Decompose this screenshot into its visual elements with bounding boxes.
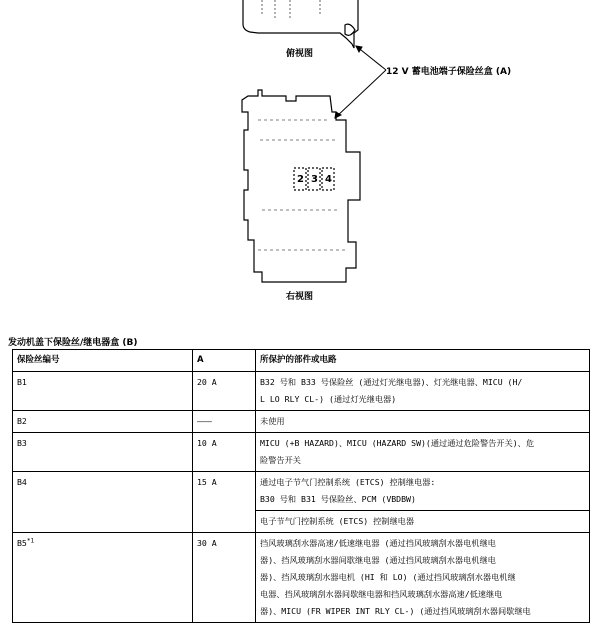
terminal-number-3: 3 xyxy=(311,174,318,185)
fuse-number: B1 xyxy=(13,372,193,411)
amperage: ——— xyxy=(193,411,256,433)
line: B32 号和 B33 号保险丝 (通过灯光继电器)、灯光继电器、MICU (H/ xyxy=(260,377,523,387)
line: 器)、挡风玻璃刮水器间歇继电器 (通过挡风玻璃刮水器电机继电 xyxy=(260,555,496,565)
table-row xyxy=(13,533,590,623)
fuse-number-text: B5 xyxy=(17,538,27,548)
section-title: 发动机盖下保险丝/继电器盒 (B) xyxy=(8,338,138,348)
protected-components xyxy=(256,411,590,433)
line: B30 号和 B31 号保险丝、PCM (VBDBW) xyxy=(260,494,416,504)
protected-components xyxy=(256,372,590,411)
amperage: 20 A xyxy=(193,372,256,411)
protected-components xyxy=(256,533,590,623)
footnote-mark: *1 xyxy=(26,537,35,545)
line: MICU (+B HAZARD)、MICU (HAZARD SW)(通过通过危险警告开关)、危 xyxy=(260,438,535,448)
line: 电子节气门控制系统 (ETCS) 控制继电器 xyxy=(260,516,415,526)
fuse-number: B3 xyxy=(13,433,193,472)
fuse-table xyxy=(12,349,590,623)
line: 通过电子节气门控制系统 (ETCS) 控制继电器: xyxy=(260,477,436,487)
terminal-number-2: 2 xyxy=(297,174,304,185)
amperage: 15 A xyxy=(193,472,256,533)
callout-lines xyxy=(335,46,386,118)
protected-components xyxy=(256,472,590,511)
right-view-caption: 右视图 xyxy=(286,292,314,302)
fuse-number: B2 xyxy=(13,411,193,433)
header-amperage: A xyxy=(193,350,256,372)
protected-components xyxy=(256,511,590,533)
table-row xyxy=(13,411,590,433)
table-row xyxy=(13,433,590,472)
table-row xyxy=(13,472,590,511)
table-header-row xyxy=(13,350,590,372)
header-protected-components: 所保护的部件或电路 xyxy=(256,350,590,372)
amperage: 10 A xyxy=(193,433,256,472)
top-view-caption: 俯视图 xyxy=(286,49,314,59)
callout-label: 12 V 蓄电池端子保险丝盒 (A) xyxy=(386,67,512,77)
right-view-fuse-box xyxy=(242,90,360,282)
top-view-fuse-box xyxy=(243,0,358,48)
line: 器)、挡风玻璃刮水器电机 (HI 和 LO) (通过挡风玻璃刮水器电机继 xyxy=(260,572,516,582)
line: 电器、挡风玻璃刮水器间歇继电器和挡风玻璃刮水器高速/低速继电 xyxy=(260,589,503,599)
fuse-number: B4 xyxy=(13,472,193,533)
table-row xyxy=(13,372,590,411)
terminal-number-4: 4 xyxy=(325,174,332,185)
line: 器)、MICU (FR WIPER INT RLY CL-) (通过挡风玻璃刮水器间歇继电 xyxy=(260,606,531,616)
line: 挡风玻璃刮水器高速/低速继电器 (通过挡风玻璃刮水器电机继电 xyxy=(260,538,496,548)
protected-components xyxy=(256,433,590,472)
line: L LO RLY CL-) (通过灯光继电器) xyxy=(260,394,397,404)
header-fuse-number: 保险丝编号 xyxy=(13,350,193,372)
line: 未使用 xyxy=(260,416,285,426)
line: 险警告开关 xyxy=(260,455,301,465)
amperage: 30 A xyxy=(193,533,256,623)
fuse-number xyxy=(13,533,193,623)
